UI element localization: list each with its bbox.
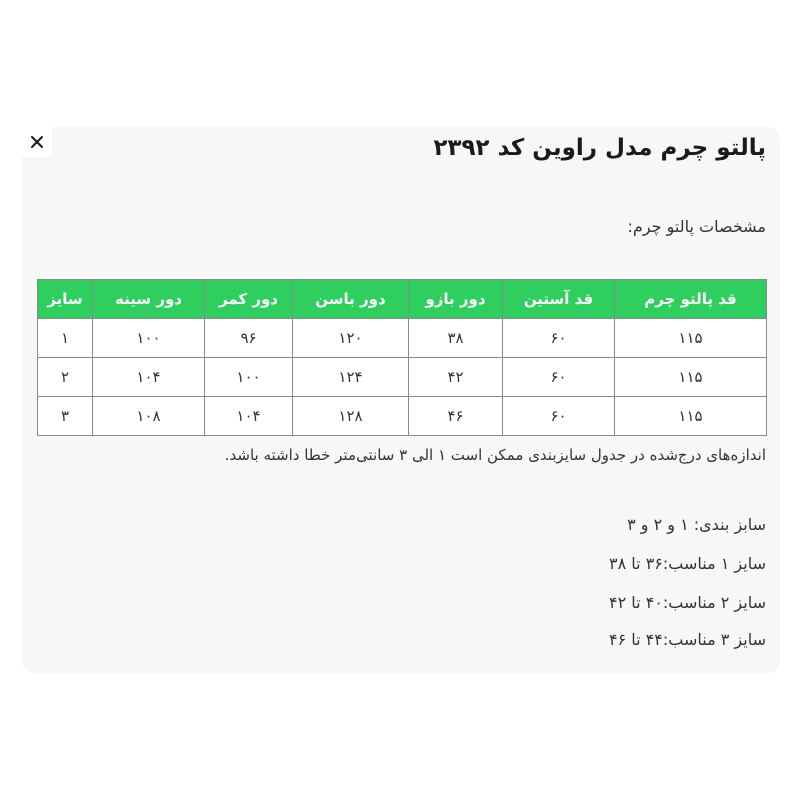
size-guide-dialog <box>22 127 780 673</box>
table-cell: ۱ <box>38 319 93 358</box>
table-cell: ۱۲۸ <box>293 397 409 436</box>
table-cell: ۱۲۴ <box>293 358 409 397</box>
table-cell: ۴۶ <box>409 397 503 436</box>
specs-subtitle: مشخصات پالتو چرم: <box>627 217 766 236</box>
table-row <box>38 358 767 397</box>
table-cell: ۱۱۵ <box>615 358 767 397</box>
table-cell: ۳۸ <box>409 319 503 358</box>
close-button[interactable] <box>22 127 52 157</box>
header-coat-length: قد پالتو چرم <box>615 280 767 319</box>
table-row <box>38 397 767 436</box>
size-tolerance-note: اندازه‌های درج‌شده در جدول سایزبندی ممکن است ۱ الی ۳ سانتی‌متر خطا داشته باشد. <box>224 446 766 464</box>
header-waist-circumference: دور کمر <box>205 280 293 319</box>
header-hip-circumference: دور باسن <box>293 280 409 319</box>
header-chest-circumference: دور سینه <box>93 280 205 319</box>
size-table <box>37 279 767 436</box>
table-cell: ۱۰۴ <box>93 358 205 397</box>
table-cell: ۶۰ <box>503 319 615 358</box>
header-arm-circumference: دور بازو <box>409 280 503 319</box>
table-cell: ۱۰۸ <box>93 397 205 436</box>
table-cell: ۱۰۰ <box>93 319 205 358</box>
header-size: سایز <box>38 280 93 319</box>
table-cell: ۱۱۵ <box>615 397 767 436</box>
dialog-title: پالتو چرم مدل راوین کد ۲۳۹۲ <box>433 135 766 161</box>
table-cell: ۱۰۴ <box>205 397 293 436</box>
table-cell: ۶۰ <box>503 397 615 436</box>
spec-line-sizes: سابز بندی: ۱ و ۲ و ۳ <box>627 515 766 534</box>
table-header-row <box>38 280 767 319</box>
table-cell: ۲ <box>38 358 93 397</box>
spec-line-size-1: سایز ۱ مناسب:۳۶ تا ۳۸ <box>609 554 766 573</box>
table-cell: ۱۲۰ <box>293 319 409 358</box>
close-icon[interactable] <box>30 135 44 149</box>
header-sleeve-length: قد آستین <box>503 280 615 319</box>
table-cell: ۴۲ <box>409 358 503 397</box>
table-cell: ۱۰۰ <box>205 358 293 397</box>
table-cell: ۳ <box>38 397 93 436</box>
spec-line-size-2: سایز ۲ مناسب:۴۰ تا ۴۲ <box>609 593 766 612</box>
table-row <box>38 319 767 358</box>
table-cell: ۶۰ <box>503 358 615 397</box>
table-cell: ۹۶ <box>205 319 293 358</box>
spec-line-size-3: سایز ۳ مناسب:۴۴ تا ۴۶ <box>609 630 766 649</box>
table-cell: ۱۱۵ <box>615 319 767 358</box>
